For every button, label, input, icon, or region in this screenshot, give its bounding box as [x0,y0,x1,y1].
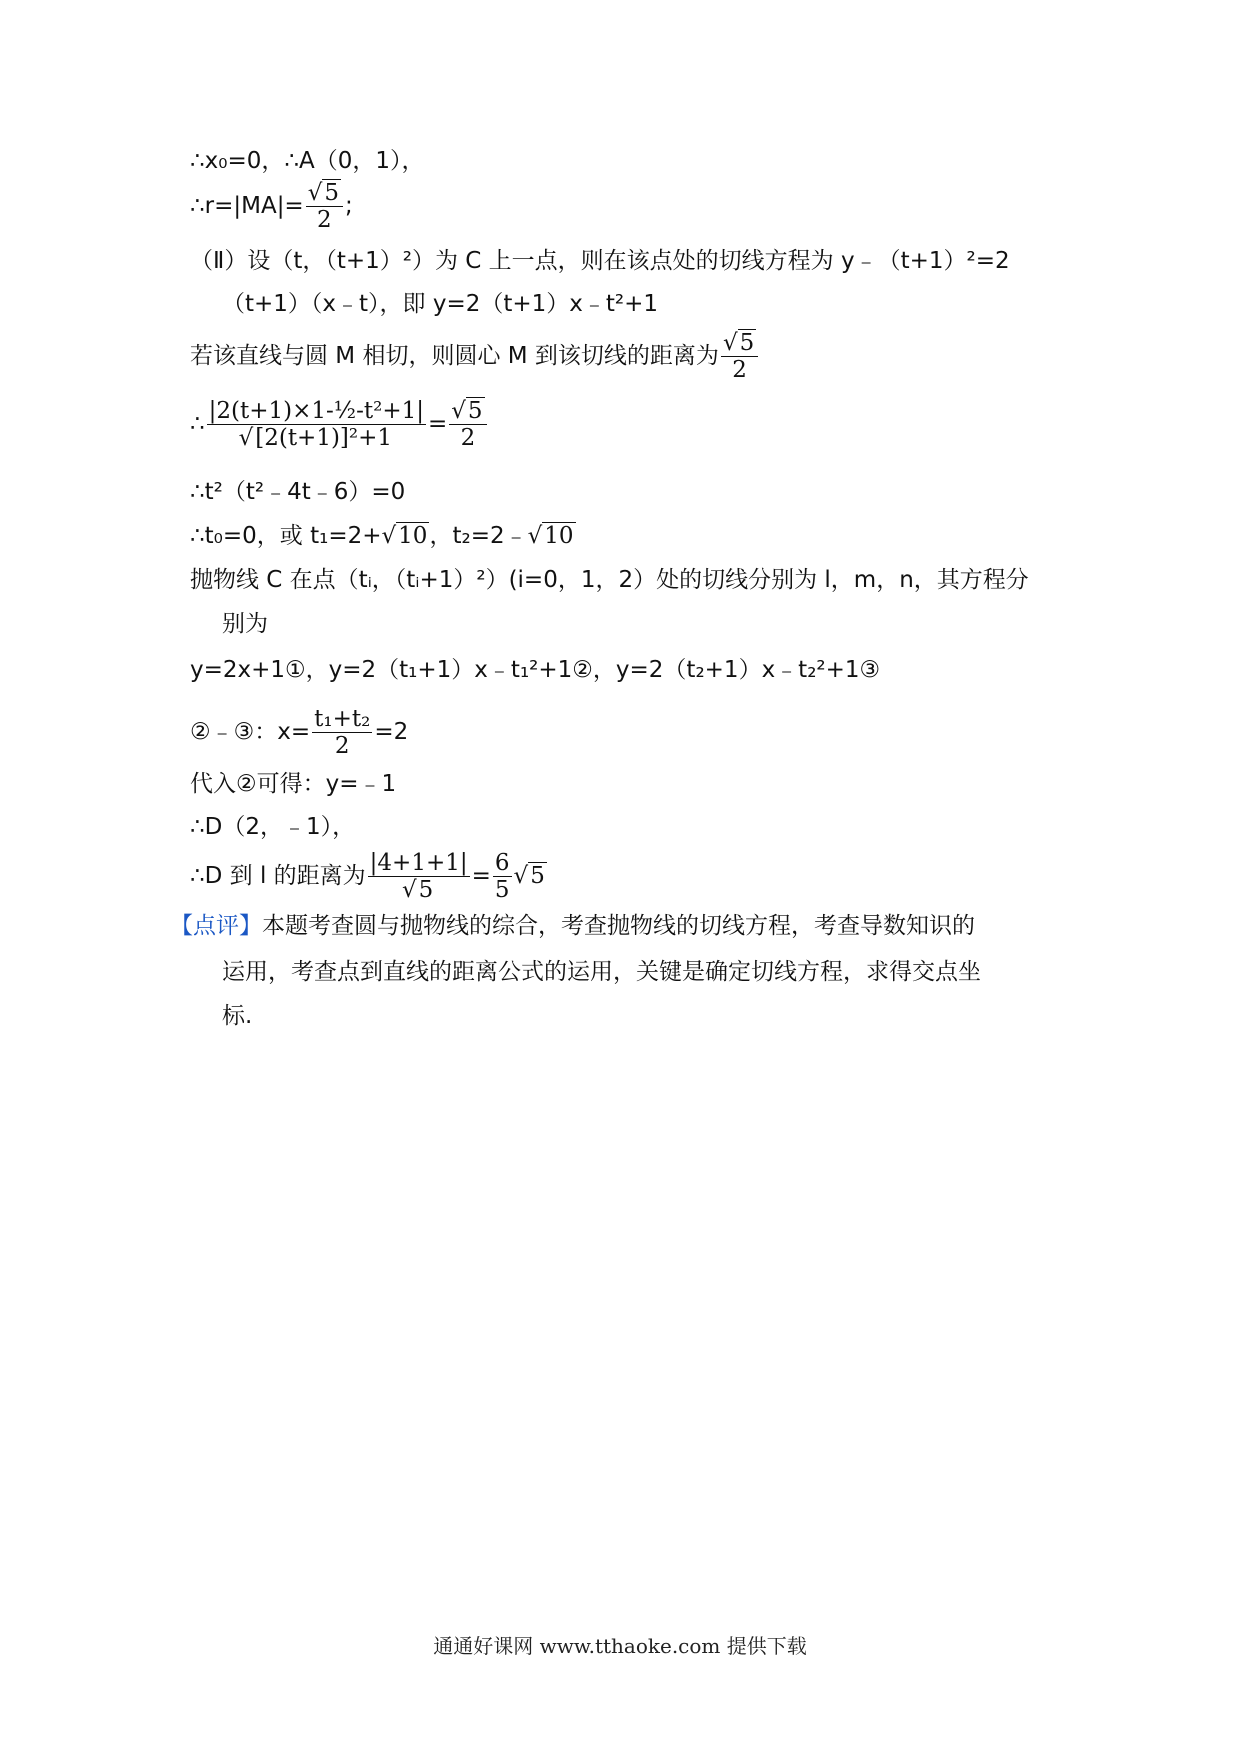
frac-den: 2 [732,357,747,383]
distance-numerator: |2(t+1)×1-½-t²+1| [208,398,424,424]
frac-root5-over-2-c: $\frac{√5}{2}$ [449,398,486,451]
comment-line-1: 【点评】本题考查圆与抛物线的综合，考查抛物线的切线方程，考查导数知识的 [170,913,975,939]
line-2-text: ∴r=|MA|= [190,193,304,219]
line-10: 别为 [222,611,268,637]
distance-fraction [207,398,426,451]
sqrt-10-b: √10 [527,523,574,549]
line-11: y=2x+1①，y=2（t₁+1）x﹣t₁²+1②，y=2（t₂+1）x﹣t₂²+1③ [190,657,881,683]
frac-den: 2 [317,207,332,233]
distance-d-to-l: $\frac{|4+1+1|}{√5}$ [369,850,468,903]
comment-line-2: 运用，考查点到直线的距离公式的运用，关键是确定切线方程，求得交点坐 [222,959,981,985]
frac-num: √5 [306,180,343,207]
line-15: ∴D 到 l 的距离为 $\frac{|4+1+1|}{√5}$ = $\frac{6}{5}$ √5 [190,850,545,903]
frac-root5-over-2 [306,180,343,233]
line-5-text: 若该直线与圆 M 相切，则圆心 M 到该切线的距离为 [190,343,719,369]
line-12: ②﹣③：x= $\frac{\text{t₁+t₂}}{2}$ =2 [190,706,409,759]
line-5 [190,330,760,383]
therefore: ∴ [190,411,205,437]
line-1: ∴x₀=0，∴A（0，1）， [190,148,425,174]
sqrt-5: √5 [513,863,545,889]
line-6 [190,398,489,451]
line-13: 代入②可得：y=﹣1 [190,771,397,797]
frac-t1-plus-t2-over-2: $\frac{\text{t₁+t₂}}{2}$ [314,706,371,759]
frac-num: √5 [721,330,758,357]
line-7: ∴t²（t²﹣4t﹣6）=0 [190,479,406,505]
line-2 [190,180,353,233]
line-4: （t+1）（x﹣t），即 y=2（t+1）x﹣t²+1 [222,291,659,317]
frac-6-over-5: $\frac{6}{5}$ [494,850,510,903]
comment-tag: 【点评】 [170,913,262,939]
distance-denominator: √[2(t+1)]²+1 [238,425,393,451]
line-14: ∴D（2，﹣1）， [190,814,356,840]
line-9: 抛物线 C 在点（tᵢ，（tᵢ+1）²）(i=0，1，2）处的切线分别为 l，m，n，其方程分 [190,567,1029,593]
sqrt-10-a: √10 [381,523,428,549]
comment-line-3: 标. [222,1003,253,1029]
footer-source: 通通好课网 www.tthaoke.com 提供下载 [433,1634,807,1658]
line-3: （Ⅱ）设（t，（t+1）²）为 C 上一点，则在该点处的切线方程为 y﹣（t+1）²=2 [190,248,1010,274]
frac-root5-over-2-b [721,330,758,383]
equals: = [427,411,448,437]
line-2-semicolon: ; [345,193,353,219]
line-8: ∴t₀=0，或 t₁=2+√10，t₂=2﹣√10 [190,523,574,549]
